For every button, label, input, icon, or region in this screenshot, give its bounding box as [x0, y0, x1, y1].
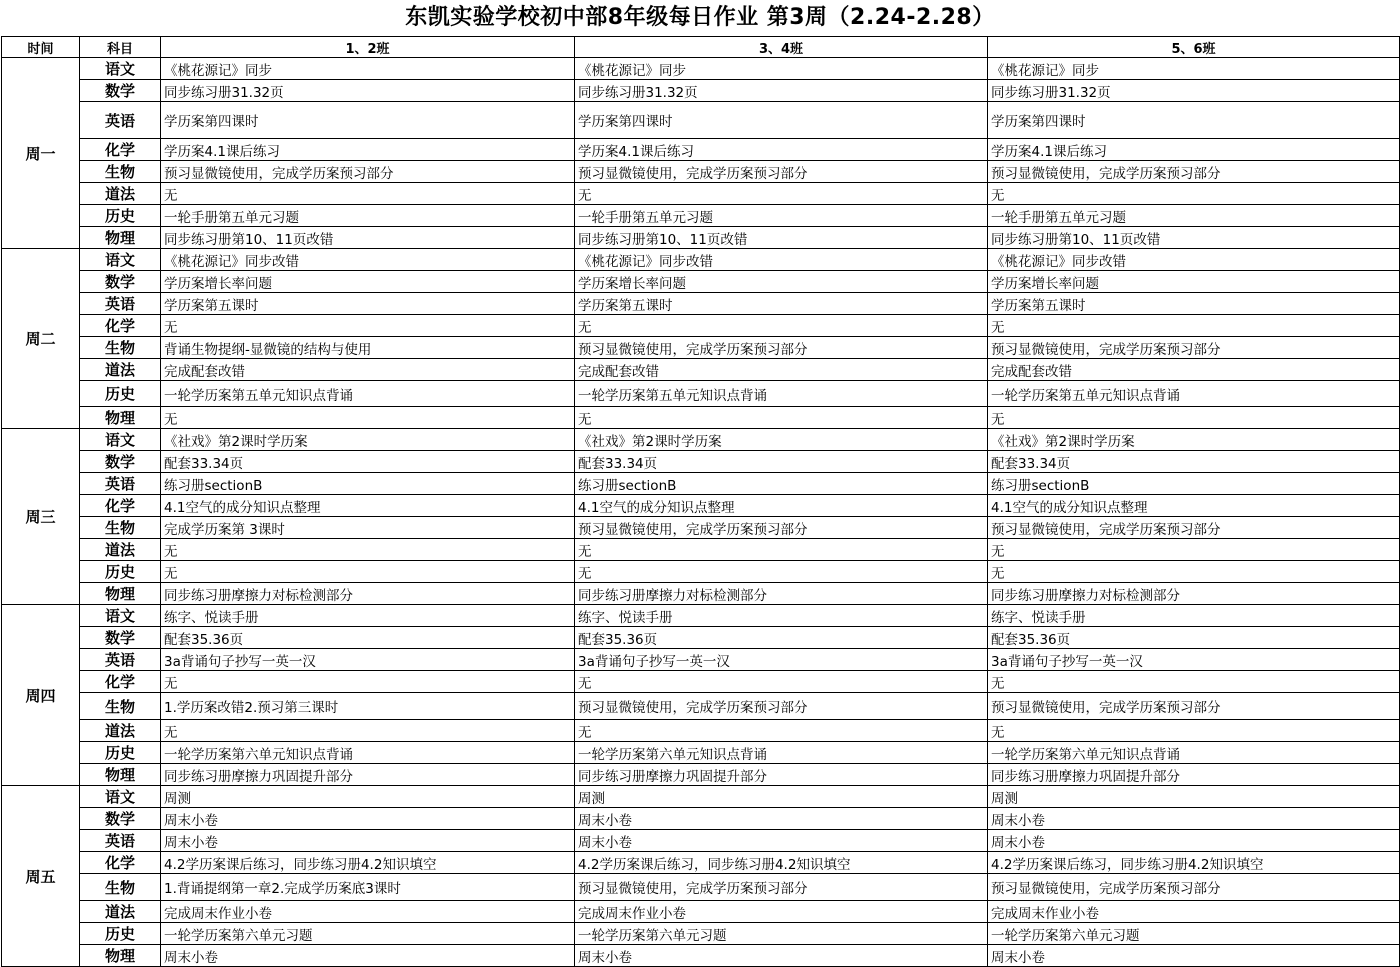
homework-cell-c12: 4.2学历案课后练习，同步练习册4.2知识填空 — [161, 852, 575, 874]
homework-cell-c56: 《社戏》第2课时学历案 — [988, 429, 1400, 451]
homework-cell-c12: 练习册sectionB — [161, 473, 575, 495]
homework-cell-c12: 配套33.34页 — [161, 451, 575, 473]
table-row — [2, 495, 1400, 517]
homework-cell-c34: 一轮手册第五单元习题 — [575, 205, 988, 227]
subject-cell: 语文 — [80, 249, 161, 271]
table-row — [2, 517, 1400, 539]
homework-cell-c34: 3a背诵句子抄写一英一汉 — [575, 649, 988, 671]
subject-cell: 化学 — [80, 671, 161, 693]
table-row — [2, 786, 1400, 808]
header-time: 时间 — [2, 37, 80, 58]
homework-cell-c12: 一轮学历案第六单元知识点背诵 — [161, 742, 575, 764]
homework-cell-c12: 一轮手册第五单元习题 — [161, 205, 575, 227]
header-row — [2, 37, 1400, 58]
homework-cell-c34: 同步练习册第10、11页改错 — [575, 227, 988, 249]
homework-cell-c34: 无 — [575, 539, 988, 561]
subject-cell: 物理 — [80, 583, 161, 605]
subject-cell: 数学 — [80, 627, 161, 649]
homework-cell-c56: 学历案第四课时 — [988, 102, 1400, 139]
homework-cell-c56: 完成配套改错 — [988, 359, 1400, 381]
homework-cell-c12: 完成配套改错 — [161, 359, 575, 381]
subject-cell: 英语 — [80, 293, 161, 315]
homework-cell-c12: 完成周末作业小卷 — [161, 901, 575, 923]
homework-cell-c12: 周末小卷 — [161, 808, 575, 830]
subject-cell: 历史 — [80, 742, 161, 764]
subject-cell: 英语 — [80, 473, 161, 495]
subject-cell: 历史 — [80, 205, 161, 227]
subject-cell: 道法 — [80, 359, 161, 381]
homework-cell-c56: 预习显微镜使用，完成学历案预习部分 — [988, 337, 1400, 359]
table-row — [2, 161, 1400, 183]
subject-cell: 化学 — [80, 139, 161, 161]
homework-cell-c56: 《桃花源记》同步 — [988, 58, 1400, 80]
homework-cell-c56: 学历案第五课时 — [988, 293, 1400, 315]
homework-cell-c12: 一轮学历案第五单元知识点背诵 — [161, 381, 575, 407]
subject-cell: 语文 — [80, 605, 161, 627]
homework-cell-c34: 周末小卷 — [575, 808, 988, 830]
subject-cell: 数学 — [80, 80, 161, 102]
homework-cell-c12: 4.1空气的成分知识点整理 — [161, 495, 575, 517]
homework-cell-c56: 完成周末作业小卷 — [988, 901, 1400, 923]
homework-cell-c34: 配套33.34页 — [575, 451, 988, 473]
homework-cell-c56: 无 — [988, 671, 1400, 693]
homework-cell-c56: 预习显微镜使用，完成学历案预习部分 — [988, 517, 1400, 539]
homework-cell-c12: 周测 — [161, 786, 575, 808]
homework-cell-c34: 学历案第五课时 — [575, 293, 988, 315]
homework-cell-c56: 同步练习册摩擦力对标检测部分 — [988, 583, 1400, 605]
homework-cell-c56: 周末小卷 — [988, 830, 1400, 852]
header-class-3-4: 3、4班 — [575, 37, 988, 58]
homework-cell-c56: 4.1空气的成分知识点整理 — [988, 495, 1400, 517]
table-row — [2, 271, 1400, 293]
homework-cell-c34: 学历案增长率问题 — [575, 271, 988, 293]
homework-cell-c34: 预习显微镜使用，完成学历案预习部分 — [575, 693, 988, 720]
header-class-5-6: 5、6班 — [988, 37, 1400, 58]
homework-cell-c34: 无 — [575, 671, 988, 693]
homework-cell-c34: 练字、悦读手册 — [575, 605, 988, 627]
homework-cell-c56: 预习显微镜使用，完成学历案预习部分 — [988, 874, 1400, 901]
homework-cell-c34: 无 — [575, 561, 988, 583]
subject-cell: 生物 — [80, 517, 161, 539]
homework-cell-c12: 完成学历案第 3课时 — [161, 517, 575, 539]
homework-cell-c34: 4.1空气的成分知识点整理 — [575, 495, 988, 517]
table-row — [2, 693, 1400, 720]
homework-cell-c34: 《桃花源记》同步 — [575, 58, 988, 80]
subject-cell: 历史 — [80, 923, 161, 945]
homework-cell-c12: 无 — [161, 183, 575, 205]
homework-cell-c56: 无 — [988, 183, 1400, 205]
homework-cell-c12: 学历案增长率问题 — [161, 271, 575, 293]
homework-cell-c12: 无 — [161, 720, 575, 742]
homework-cell-c12: 同步练习册摩擦力巩固提升部分 — [161, 764, 575, 786]
table-row — [2, 205, 1400, 227]
table-row — [2, 337, 1400, 359]
homework-cell-c56: 无 — [988, 315, 1400, 337]
subject-cell: 生物 — [80, 161, 161, 183]
table-row — [2, 429, 1400, 451]
subject-cell: 历史 — [80, 561, 161, 583]
homework-cell-c56: 无 — [988, 539, 1400, 561]
table-row — [2, 923, 1400, 945]
homework-cell-c34: 一轮学历案第六单元习题 — [575, 923, 988, 945]
homework-cell-c34: 学历案第四课时 — [575, 102, 988, 139]
homework-cell-c34: 周测 — [575, 786, 988, 808]
homework-cell-c12: 学历案第五课时 — [161, 293, 575, 315]
subject-cell: 化学 — [80, 495, 161, 517]
subject-cell: 生物 — [80, 693, 161, 720]
subject-cell: 数学 — [80, 271, 161, 293]
homework-cell-c56: 无 — [988, 561, 1400, 583]
homework-cell-c34: 周末小卷 — [575, 830, 988, 852]
subject-cell: 数学 — [80, 808, 161, 830]
homework-cell-c56: 周末小卷 — [988, 945, 1400, 967]
homework-cell-c34: 练习册sectionB — [575, 473, 988, 495]
homework-cell-c56: 学历案4.1课后练习 — [988, 139, 1400, 161]
homework-cell-c34: 配套35.36页 — [575, 627, 988, 649]
homework-cell-c56: 学历案增长率问题 — [988, 271, 1400, 293]
table-row — [2, 183, 1400, 205]
homework-cell-c56: 3a背诵句子抄写一英一汉 — [988, 649, 1400, 671]
homework-cell-c12: 《桃花源记》同步改错 — [161, 249, 575, 271]
table-row — [2, 764, 1400, 786]
table-row — [2, 830, 1400, 852]
homework-cell-c12: 练字、悦读手册 — [161, 605, 575, 627]
homework-cell-c56: 配套35.36页 — [988, 627, 1400, 649]
subject-cell: 物理 — [80, 764, 161, 786]
homework-cell-c12: 周末小卷 — [161, 830, 575, 852]
day-cell: 周三 — [2, 429, 80, 605]
homework-cell-c12: 3a背诵句子抄写一英一汉 — [161, 649, 575, 671]
homework-cell-c56: 4.2学历案课后练习，同步练习册4.2知识填空 — [988, 852, 1400, 874]
table-row — [2, 451, 1400, 473]
homework-cell-c34: 无 — [575, 315, 988, 337]
subject-cell: 物理 — [80, 227, 161, 249]
homework-cell-c56: 一轮学历案第五单元知识点背诵 — [988, 381, 1400, 407]
homework-cell-c34: 无 — [575, 183, 988, 205]
table-row — [2, 58, 1400, 80]
subject-cell: 语文 — [80, 786, 161, 808]
subject-cell: 化学 — [80, 315, 161, 337]
homework-cell-c12: 1.学历案改错2.预习第三课时 — [161, 693, 575, 720]
homework-cell-c56: 预习显微镜使用，完成学历案预习部分 — [988, 693, 1400, 720]
subject-cell: 历史 — [80, 381, 161, 407]
homework-table — [1, 36, 1400, 967]
homework-cell-c12: 无 — [161, 315, 575, 337]
homework-cell-c12: 配套35.36页 — [161, 627, 575, 649]
table-row — [2, 561, 1400, 583]
subject-cell: 数学 — [80, 451, 161, 473]
homework-cell-c12: 周末小卷 — [161, 945, 575, 967]
subject-cell: 英语 — [80, 649, 161, 671]
homework-cell-c12: 同步练习册摩擦力对标检测部分 — [161, 583, 575, 605]
homework-cell-c34: 同步练习册摩擦力巩固提升部分 — [575, 764, 988, 786]
subject-cell: 生物 — [80, 337, 161, 359]
table-row — [2, 627, 1400, 649]
table-body — [2, 58, 1400, 967]
table-row — [2, 359, 1400, 381]
homework-cell-c12: 预习显微镜使用，完成学历案预习部分 — [161, 161, 575, 183]
day-cell: 周五 — [2, 786, 80, 967]
homework-cell-c34: 同步练习册摩擦力对标检测部分 — [575, 583, 988, 605]
table-row — [2, 473, 1400, 495]
table-row — [2, 649, 1400, 671]
table-row — [2, 407, 1400, 429]
homework-cell-c34: 周末小卷 — [575, 945, 988, 967]
table-row — [2, 539, 1400, 561]
subject-cell: 道法 — [80, 720, 161, 742]
page-title: 东凯实验学校初中部8年级每日作业 第3周（2.24-2.28） — [405, 5, 995, 30]
table-row — [2, 315, 1400, 337]
homework-cell-c34: 无 — [575, 720, 988, 742]
homework-cell-c56: 一轮学历案第六单元习题 — [988, 923, 1400, 945]
homework-cell-c12: 无 — [161, 407, 575, 429]
homework-cell-c12: 无 — [161, 561, 575, 583]
homework-cell-c56: 一轮手册第五单元习题 — [988, 205, 1400, 227]
subject-cell: 道法 — [80, 183, 161, 205]
homework-cell-c34: 预习显微镜使用，完成学历案预习部分 — [575, 517, 988, 539]
homework-cell-c12: 无 — [161, 539, 575, 561]
table-row — [2, 80, 1400, 102]
homework-cell-c56: 无 — [988, 407, 1400, 429]
homework-cell-c56: 无 — [988, 720, 1400, 742]
table-row — [2, 139, 1400, 161]
subject-cell: 英语 — [80, 102, 161, 139]
homework-cell-c12: 学历案4.1课后练习 — [161, 139, 575, 161]
subject-cell: 生物 — [80, 874, 161, 901]
homework-cell-c34: 预习显微镜使用，完成学历案预习部分 — [575, 161, 988, 183]
subject-cell: 语文 — [80, 429, 161, 451]
table-row — [2, 874, 1400, 901]
subject-cell: 化学 — [80, 852, 161, 874]
table-row — [2, 249, 1400, 271]
homework-cell-c56: 周末小卷 — [988, 808, 1400, 830]
table-row — [2, 720, 1400, 742]
subject-cell: 语文 — [80, 58, 161, 80]
homework-cell-c12: 1.背诵提纲第一章2.完成学历案底3课时 — [161, 874, 575, 901]
homework-cell-c12: 《社戏》第2课时学历案 — [161, 429, 575, 451]
homework-cell-c12: 《桃花源记》同步 — [161, 58, 575, 80]
homework-cell-c34: 完成配套改错 — [575, 359, 988, 381]
subject-cell: 物理 — [80, 945, 161, 967]
homework-cell-c34: 学历案4.1课后练习 — [575, 139, 988, 161]
homework-cell-c12: 学历案第四课时 — [161, 102, 575, 139]
table-row — [2, 808, 1400, 830]
table-row — [2, 852, 1400, 874]
homework-cell-c56: 《桃花源记》同步改错 — [988, 249, 1400, 271]
homework-cell-c34: 《社戏》第2课时学历案 — [575, 429, 988, 451]
subject-cell: 物理 — [80, 407, 161, 429]
homework-cell-c34: 《桃花源记》同步改错 — [575, 249, 988, 271]
homework-cell-c34: 一轮学历案第五单元知识点背诵 — [575, 381, 988, 407]
homework-cell-c34: 预习显微镜使用，完成学历案预习部分 — [575, 337, 988, 359]
subject-cell: 英语 — [80, 830, 161, 852]
table-row — [2, 742, 1400, 764]
homework-cell-c34: 预习显微镜使用，完成学历案预习部分 — [575, 874, 988, 901]
day-cell: 周四 — [2, 605, 80, 786]
homework-cell-c56: 练字、悦读手册 — [988, 605, 1400, 627]
day-cell: 周二 — [2, 249, 80, 429]
homework-cell-c34: 同步练习册31.32页 — [575, 80, 988, 102]
homework-cell-c56: 预习显微镜使用，完成学历案预习部分 — [988, 161, 1400, 183]
homework-cell-c34: 一轮学历案第六单元知识点背诵 — [575, 742, 988, 764]
homework-cell-c56: 同步练习册31.32页 — [988, 80, 1400, 102]
homework-cell-c56: 同步练习册第10、11页改错 — [988, 227, 1400, 249]
table-row — [2, 671, 1400, 693]
header-class-1-2: 1、2班 — [161, 37, 575, 58]
table-row — [2, 293, 1400, 315]
homework-cell-c12: 同步练习册31.32页 — [161, 80, 575, 102]
homework-cell-c56: 周测 — [988, 786, 1400, 808]
table-row — [2, 227, 1400, 249]
homework-cell-c34: 无 — [575, 407, 988, 429]
day-cell: 周一 — [2, 58, 80, 249]
homework-cell-c34: 完成周末作业小卷 — [575, 901, 988, 923]
homework-cell-c56: 一轮学历案第六单元知识点背诵 — [988, 742, 1400, 764]
table-row — [2, 945, 1400, 967]
homework-cell-c12: 无 — [161, 671, 575, 693]
homework-cell-c12: 背诵生物提纲-显微镜的结构与使用 — [161, 337, 575, 359]
table-row — [2, 102, 1400, 139]
homework-cell-c34: 4.2学历案课后练习，同步练习册4.2知识填空 — [575, 852, 988, 874]
subject-cell: 道法 — [80, 539, 161, 561]
homework-cell-c56: 练习册sectionB — [988, 473, 1400, 495]
homework-cell-c56: 同步练习册摩擦力巩固提升部分 — [988, 764, 1400, 786]
table-row — [2, 583, 1400, 605]
homework-cell-c12: 同步练习册第10、11页改错 — [161, 227, 575, 249]
table-row — [2, 381, 1400, 407]
subject-cell: 道法 — [80, 901, 161, 923]
homework-cell-c56: 配套33.34页 — [988, 451, 1400, 473]
homework-cell-c12: 一轮学历案第六单元习题 — [161, 923, 575, 945]
header-subject: 科目 — [80, 37, 161, 58]
table-row — [2, 605, 1400, 627]
